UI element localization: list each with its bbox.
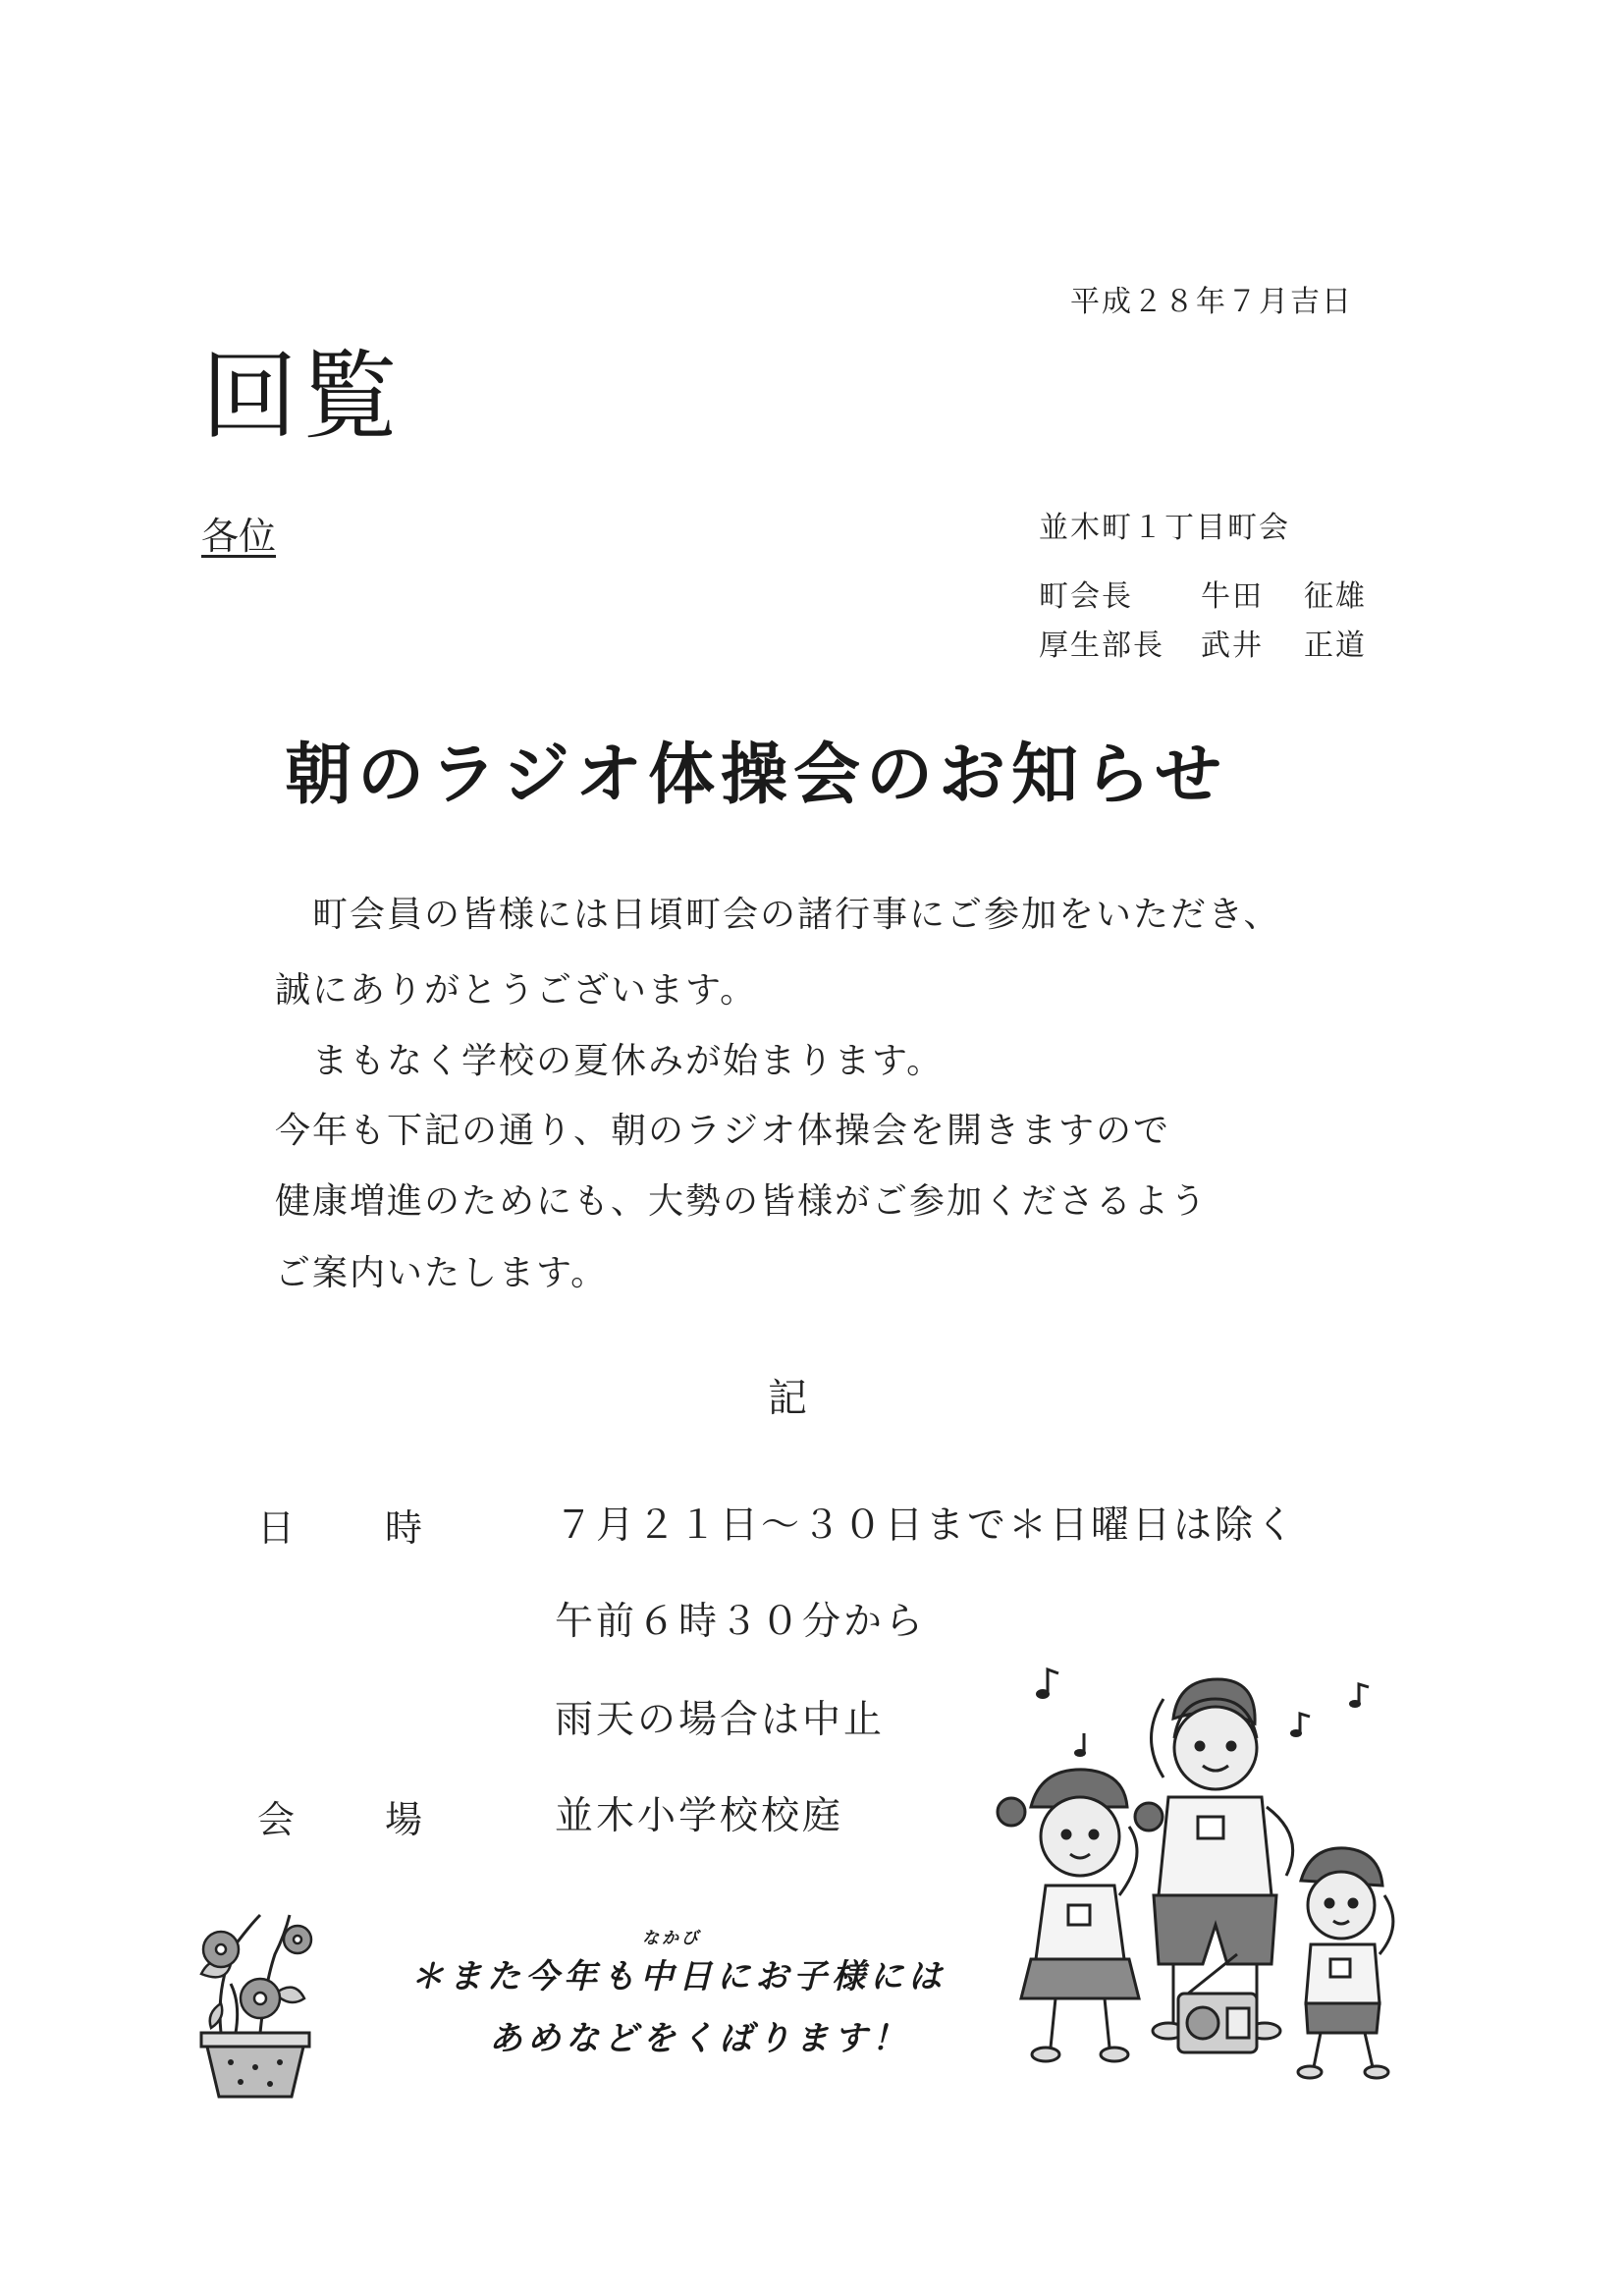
date-line-2: 午前６時３０分から <box>555 1600 927 1644</box>
venue: 並木小学校校庭 <box>555 1794 844 1838</box>
note-furigana: なかび <box>642 1929 701 1948</box>
venue-label-2: 場 <box>385 1798 423 1841</box>
body-line-1: 町会員の皆様には日頃町会の諸行事にご参加をいただき、 <box>312 895 1281 935</box>
signatory-role: 厚生部長 <box>1039 629 1164 663</box>
note-line-2: あめなどをくばります！ <box>489 2019 910 2058</box>
note-line-1 <box>410 1929 947 1997</box>
circular-heading: 回覧 <box>201 341 403 453</box>
date-label-1: 日 <box>257 1506 296 1550</box>
signatory-surname: 武井 <box>1201 629 1264 663</box>
note-line-1-start: ＊また今年も <box>410 1957 640 1996</box>
date-line-3: 雨天の場合は中止 <box>555 1698 886 1742</box>
note-nakabi-text: 中日 <box>640 1957 717 1996</box>
issue-date: 平成２８年７月吉日 <box>1070 285 1353 319</box>
note-nakabi <box>640 1929 717 1997</box>
morning-glory-pot-illustration <box>182 1905 339 2102</box>
signatory-surname: 牛田 <box>1201 579 1264 614</box>
signatory-welfare-head <box>1039 621 1382 664</box>
body-line-2: 誠にありがとうございます。 <box>275 970 758 1011</box>
signatory-role: 町会長 <box>1039 579 1133 614</box>
body-line-6: ご案内いたします。 <box>275 1253 609 1293</box>
venue-label-1: 会 <box>257 1798 296 1841</box>
notice-title: 朝のラジオ体操会のお知らせ <box>285 737 1227 814</box>
date-line-1: ７月２１日～３０日まで＊日曜日は除く <box>555 1503 1298 1548</box>
radio-icon <box>1178 1954 1257 2052</box>
addressee: 各位 <box>201 515 277 558</box>
signatory-chairman <box>1039 572 1382 615</box>
body-line-3: まもなく学校の夏休みが始まります。 <box>312 1041 945 1081</box>
children-doing-radio-exercises-illustration <box>992 1660 1404 2082</box>
body-line-4: 今年も下記の通り、朝のラジオ体操会を開きますので <box>275 1111 1171 1151</box>
body-line-5: 健康増進のためにも、大勢の皆様がご参加くださるよう <box>275 1181 1209 1222</box>
signatory-given-name: 征雄 <box>1304 579 1367 614</box>
note-line-1-end: にお子様には <box>717 1957 947 1996</box>
ki-heading: 記 <box>768 1376 807 1421</box>
signatory-given-name: 正道 <box>1304 629 1367 663</box>
date-label-2: 時 <box>385 1506 423 1550</box>
organization-name: 並木町１丁目町会 <box>1039 511 1290 545</box>
